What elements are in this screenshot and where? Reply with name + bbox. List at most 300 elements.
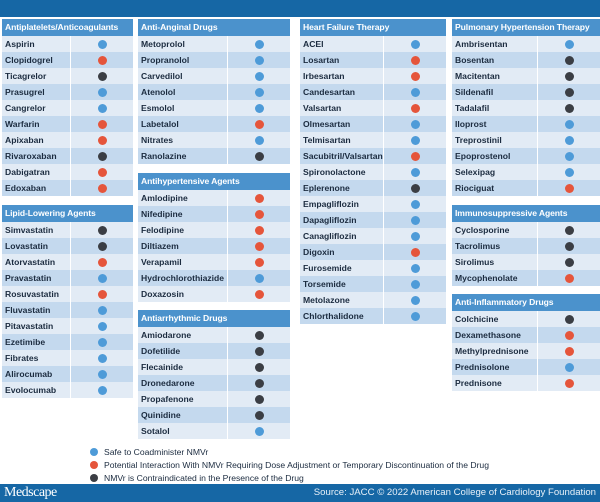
- interaction-dot-icon: [255, 242, 264, 251]
- drug-row: [300, 276, 446, 292]
- status-cell: [228, 238, 290, 254]
- status-cell: [384, 292, 446, 308]
- drug-row: [138, 423, 290, 439]
- drug-row: [452, 68, 600, 84]
- status-cell: [228, 116, 290, 132]
- status-cell: [71, 68, 133, 84]
- drug-name: Telmisartan: [300, 132, 384, 148]
- status-cell: [228, 68, 290, 84]
- safe-dot-icon: [411, 280, 420, 289]
- safe-dot-icon: [565, 363, 574, 372]
- status-cell: [71, 334, 133, 350]
- drug-row: [2, 366, 133, 382]
- drug-row: [138, 343, 290, 359]
- section-header: Anti-Anginal Drugs: [138, 19, 290, 36]
- status-cell: [228, 36, 290, 52]
- drug-name: Sirolimus: [452, 254, 538, 270]
- drug-row: [300, 116, 446, 132]
- contraindicated-dot-icon: [565, 56, 574, 65]
- medscape-logo: Medscape: [4, 485, 57, 500]
- status-cell: [538, 254, 600, 270]
- drug-row: [138, 148, 290, 164]
- drug-row: [2, 238, 133, 254]
- drug-name: Evolocumab: [2, 382, 71, 398]
- drug-name: Cangrelor: [2, 100, 71, 116]
- drug-name: Diltiazem: [138, 238, 228, 254]
- drug-name: Flecainide: [138, 359, 228, 375]
- safe-dot-icon: [98, 386, 107, 395]
- dark-dot-icon: [90, 474, 98, 482]
- drug-row: [452, 222, 600, 238]
- drug-name: Colchicine: [452, 311, 538, 327]
- safe-dot-icon: [411, 88, 420, 97]
- drug-name: Dabigatran: [2, 164, 71, 180]
- status-cell: [228, 100, 290, 116]
- safe-dot-icon: [255, 136, 264, 145]
- status-cell: [538, 52, 600, 68]
- status-cell: [228, 286, 290, 302]
- status-cell: [538, 270, 600, 286]
- drug-name: Prasugrel: [2, 84, 71, 100]
- legend-label: Potential Interaction With NMVr Requiring Dose Adjustment or Temporary Discontinuation of the Drug: [104, 459, 489, 470]
- drug-row: [138, 327, 290, 343]
- safe-dot-icon: [255, 427, 264, 436]
- status-cell: [384, 196, 446, 212]
- safe-dot-icon: [411, 216, 420, 225]
- drug-name: Furosemide: [300, 260, 384, 276]
- drug-row: [300, 308, 446, 324]
- drug-row: [138, 100, 290, 116]
- drug-name: Pravastatin: [2, 270, 71, 286]
- status-cell: [71, 222, 133, 238]
- drug-row: [300, 244, 446, 260]
- section-header: Anti-Inflammatory Drugs: [452, 294, 600, 311]
- drug-section: [138, 310, 290, 439]
- drug-section: [2, 205, 133, 398]
- interaction-dot-icon: [98, 184, 107, 193]
- contraindicated-dot-icon: [565, 72, 574, 81]
- section-rows: [452, 36, 600, 196]
- status-cell: [538, 68, 600, 84]
- drug-name: Spironolactone: [300, 164, 384, 180]
- safe-dot-icon: [565, 120, 574, 129]
- drug-row: [452, 327, 600, 343]
- safe-dot-icon: [255, 88, 264, 97]
- drug-row: [2, 318, 133, 334]
- interaction-dot-icon: [255, 210, 264, 219]
- status-cell: [228, 359, 290, 375]
- drug-name: Nitrates: [138, 132, 228, 148]
- section-rows: [452, 222, 600, 286]
- status-cell: [228, 84, 290, 100]
- drug-name: Amiodarone: [138, 327, 228, 343]
- safe-dot-icon: [411, 120, 420, 129]
- drug-name: ACEI: [300, 36, 384, 52]
- drug-name: Doxazosin: [138, 286, 228, 302]
- drug-row: [300, 196, 446, 212]
- safe-dot-icon: [565, 136, 574, 145]
- status-cell: [228, 148, 290, 164]
- drug-row: [452, 116, 600, 132]
- status-cell: [538, 180, 600, 196]
- status-cell: [384, 84, 446, 100]
- safe-dot-icon: [255, 56, 264, 65]
- drug-name: Eplerenone: [300, 180, 384, 196]
- drug-row: [2, 52, 133, 68]
- status-cell: [384, 52, 446, 68]
- status-cell: [538, 238, 600, 254]
- safe-dot-icon: [411, 168, 420, 177]
- drug-name: Prednisone: [452, 375, 538, 391]
- status-cell: [538, 343, 600, 359]
- status-cell: [384, 148, 446, 164]
- safe-dot-icon: [411, 296, 420, 305]
- drug-section: [452, 19, 600, 196]
- status-cell: [538, 222, 600, 238]
- status-cell: [538, 84, 600, 100]
- drug-row: [138, 68, 290, 84]
- safe-dot-icon: [565, 152, 574, 161]
- status-cell: [384, 180, 446, 196]
- contraindicated-dot-icon: [255, 379, 264, 388]
- status-cell: [228, 270, 290, 286]
- drug-row: [452, 132, 600, 148]
- source-credit: Source: JACC © 2022 American College of Cardiology Foundation: [313, 487, 596, 498]
- section-header: Pulmonary Hypertension Therapy: [452, 19, 600, 36]
- drug-name: Sacubitril/Valsartan: [300, 148, 384, 164]
- status-cell: [228, 407, 290, 423]
- drug-name: Dofetilide: [138, 343, 228, 359]
- drug-row: [300, 84, 446, 100]
- status-cell: [71, 164, 133, 180]
- drug-name: Alirocumab: [2, 366, 71, 382]
- drug-row: [138, 222, 290, 238]
- safe-dot-icon: [98, 370, 107, 379]
- section-rows: [138, 36, 290, 164]
- drug-row: [300, 132, 446, 148]
- drug-name: Apixaban: [2, 132, 71, 148]
- legend-item-contraindicated: [90, 471, 489, 484]
- interaction-dot-icon: [98, 290, 107, 299]
- status-cell: [228, 52, 290, 68]
- status-cell: [384, 132, 446, 148]
- status-cell: [384, 164, 446, 180]
- drug-row: [300, 164, 446, 180]
- drug-name: Bosentan: [452, 52, 538, 68]
- drug-row: [138, 286, 290, 302]
- contraindicated-dot-icon: [565, 258, 574, 267]
- drug-name: Nifedipine: [138, 206, 228, 222]
- safe-dot-icon: [565, 40, 574, 49]
- drug-row: [300, 148, 446, 164]
- drug-name: Valsartan: [300, 100, 384, 116]
- drug-row: [138, 84, 290, 100]
- interaction-dot-icon: [411, 72, 420, 81]
- section-header: Antiarrhythmic Drugs: [138, 310, 290, 327]
- safe-dot-icon: [411, 312, 420, 321]
- status-cell: [71, 52, 133, 68]
- contraindicated-dot-icon: [255, 331, 264, 340]
- drug-name: Sotalol: [138, 423, 228, 439]
- safe-dot-icon: [255, 72, 264, 81]
- safe-dot-icon: [98, 322, 107, 331]
- drug-name: Epoprostenol: [452, 148, 538, 164]
- drug-row: [452, 180, 600, 196]
- section-rows: [138, 327, 290, 439]
- drug-row: [2, 36, 133, 52]
- drug-row: [2, 116, 133, 132]
- status-cell: [538, 36, 600, 52]
- status-cell: [228, 132, 290, 148]
- drug-name: Sildenafil: [452, 84, 538, 100]
- safe-dot-icon: [98, 88, 107, 97]
- status-cell: [71, 180, 133, 196]
- drug-row: [300, 100, 446, 116]
- drug-name: Lovastatin: [2, 238, 71, 254]
- legend-label: Safe to Coadminister NMVr: [104, 446, 209, 457]
- section-rows: [452, 311, 600, 391]
- contraindicated-dot-icon: [98, 72, 107, 81]
- drug-name: Warfarin: [2, 116, 71, 132]
- drug-name: Mycophenolate: [452, 270, 538, 286]
- drug-name: Canagliflozin: [300, 228, 384, 244]
- contraindicated-dot-icon: [255, 363, 264, 372]
- drug-row: [452, 254, 600, 270]
- top-banner: [0, 0, 600, 17]
- safe-dot-icon: [98, 354, 107, 363]
- footer: [0, 484, 600, 502]
- status-cell: [228, 222, 290, 238]
- status-cell: [71, 100, 133, 116]
- drug-name: Tadalafil: [452, 100, 538, 116]
- contraindicated-dot-icon: [98, 242, 107, 251]
- drug-row: [300, 180, 446, 196]
- status-cell: [228, 391, 290, 407]
- drug-name: Fluvastatin: [2, 302, 71, 318]
- drug-name: Quinidine: [138, 407, 228, 423]
- drug-row: [138, 206, 290, 222]
- safe-dot-icon: [411, 232, 420, 241]
- status-cell: [538, 132, 600, 148]
- safe-dot-icon: [255, 104, 264, 113]
- safe-dot-icon: [565, 168, 574, 177]
- drug-row: [452, 148, 600, 164]
- interaction-dot-icon: [98, 56, 107, 65]
- interaction-dot-icon: [411, 56, 420, 65]
- section-rows: [138, 190, 290, 302]
- interaction-dot-icon: [565, 184, 574, 193]
- interaction-dot-icon: [255, 290, 264, 299]
- drug-row: [300, 52, 446, 68]
- drug-name: Clopidogrel: [2, 52, 71, 68]
- drug-row: [2, 334, 133, 350]
- safe-dot-icon: [255, 274, 264, 283]
- drug-name: Pitavastatin: [2, 318, 71, 334]
- drug-row: [452, 359, 600, 375]
- safe-dot-icon: [98, 338, 107, 347]
- interaction-dot-icon: [98, 136, 107, 145]
- drug-name: Losartan: [300, 52, 384, 68]
- drug-row: [138, 391, 290, 407]
- status-cell: [384, 68, 446, 84]
- status-cell: [71, 382, 133, 398]
- drug-name: Rivaroxaban: [2, 148, 71, 164]
- drug-section: [452, 294, 600, 391]
- section-rows: [2, 222, 133, 398]
- contraindicated-dot-icon: [565, 88, 574, 97]
- legend-label: NMVr is Contraindicated in the Presence of the Drug: [104, 472, 304, 483]
- interaction-dot-icon: [98, 258, 107, 267]
- drug-name: Chlorthalidone: [300, 308, 384, 324]
- drug-row: [300, 36, 446, 52]
- drug-row: [452, 343, 600, 359]
- status-cell: [71, 84, 133, 100]
- drug-name: Torsemide: [300, 276, 384, 292]
- status-cell: [228, 423, 290, 439]
- drug-row: [300, 228, 446, 244]
- drug-name: Dexamethasone: [452, 327, 538, 343]
- drug-row: [300, 68, 446, 84]
- status-cell: [384, 228, 446, 244]
- safe-dot-icon: [411, 40, 420, 49]
- drug-row: [138, 407, 290, 423]
- drug-name: Atenolol: [138, 84, 228, 100]
- drug-row: [2, 222, 133, 238]
- drug-name: Rosuvastatin: [2, 286, 71, 302]
- drug-section: [138, 19, 290, 164]
- drug-name: Treprostinil: [452, 132, 538, 148]
- drug-row: [138, 132, 290, 148]
- drug-name: Metolazone: [300, 292, 384, 308]
- drug-name: Fibrates: [2, 350, 71, 366]
- status-cell: [384, 260, 446, 276]
- drug-name: Iloprost: [452, 116, 538, 132]
- drug-section: [138, 173, 290, 302]
- section-rows: [300, 36, 446, 324]
- interaction-dot-icon: [411, 152, 420, 161]
- status-cell: [71, 254, 133, 270]
- status-cell: [384, 36, 446, 52]
- interaction-dot-icon: [565, 379, 574, 388]
- drug-name: Empagliflozin: [300, 196, 384, 212]
- section-header: Lipid-Lowering Agents: [2, 205, 133, 222]
- drug-name: Propranolol: [138, 52, 228, 68]
- status-cell: [538, 327, 600, 343]
- contraindicated-dot-icon: [255, 411, 264, 420]
- drug-name: Ambrisentan: [452, 36, 538, 52]
- interaction-dot-icon: [565, 347, 574, 356]
- contraindicated-dot-icon: [565, 315, 574, 324]
- drug-name: Verapamil: [138, 254, 228, 270]
- section-rows: [2, 36, 133, 196]
- drug-row: [138, 52, 290, 68]
- status-cell: [538, 311, 600, 327]
- drug-name: Labetalol: [138, 116, 228, 132]
- safe-dot-icon: [411, 264, 420, 273]
- status-cell: [71, 132, 133, 148]
- drug-row: [452, 52, 600, 68]
- status-cell: [71, 350, 133, 366]
- drug-row: [2, 68, 133, 84]
- drug-row: [2, 180, 133, 196]
- status-cell: [538, 375, 600, 391]
- status-cell: [71, 116, 133, 132]
- status-cell: [384, 100, 446, 116]
- contraindicated-dot-icon: [565, 104, 574, 113]
- drug-name: Felodipine: [138, 222, 228, 238]
- section-header: Antihypertensive Agents: [138, 173, 290, 190]
- drug-row: [138, 254, 290, 270]
- status-cell: [228, 254, 290, 270]
- drug-row: [138, 238, 290, 254]
- drug-name: Cyclosporine: [452, 222, 538, 238]
- drug-row: [138, 359, 290, 375]
- drug-name: Prednisolone: [452, 359, 538, 375]
- interaction-dot-icon: [255, 194, 264, 203]
- status-cell: [538, 100, 600, 116]
- drug-name: Aspirin: [2, 36, 71, 52]
- drug-row: [2, 286, 133, 302]
- safe-dot-icon: [98, 104, 107, 113]
- status-cell: [71, 270, 133, 286]
- drug-row: [138, 116, 290, 132]
- blue-dot-icon: [90, 448, 98, 456]
- interaction-dot-icon: [255, 120, 264, 129]
- drug-row: [300, 260, 446, 276]
- drug-row: [2, 132, 133, 148]
- drug-name: Methylprednisone: [452, 343, 538, 359]
- drug-name: Dronedarone: [138, 375, 228, 391]
- drug-name: Digoxin: [300, 244, 384, 260]
- interaction-dot-icon: [98, 120, 107, 129]
- drug-name: Atorvastatin: [2, 254, 71, 270]
- status-cell: [71, 36, 133, 52]
- status-cell: [538, 116, 600, 132]
- section-header: Immunosuppressive Agents: [452, 205, 600, 222]
- drug-row: [2, 254, 133, 270]
- drug-name: Amlodipine: [138, 190, 228, 206]
- contraindicated-dot-icon: [565, 226, 574, 235]
- status-cell: [228, 206, 290, 222]
- legend-item-interaction: [90, 458, 489, 471]
- status-cell: [384, 308, 446, 324]
- contraindicated-dot-icon: [255, 395, 264, 404]
- section-header: Heart Failure Therapy: [300, 19, 446, 36]
- safe-dot-icon: [98, 40, 107, 49]
- drug-row: [452, 164, 600, 180]
- safe-dot-icon: [411, 200, 420, 209]
- status-cell: [228, 343, 290, 359]
- drug-name: Riociguat: [452, 180, 538, 196]
- status-cell: [228, 375, 290, 391]
- drug-row: [452, 270, 600, 286]
- status-cell: [71, 238, 133, 254]
- status-cell: [384, 212, 446, 228]
- status-cell: [228, 190, 290, 206]
- drug-name: Tacrolimus: [452, 238, 538, 254]
- safe-dot-icon: [255, 40, 264, 49]
- drug-name: Ezetimibe: [2, 334, 71, 350]
- drug-name: Esmolol: [138, 100, 228, 116]
- interaction-dot-icon: [98, 168, 107, 177]
- drug-row: [452, 375, 600, 391]
- status-cell: [228, 327, 290, 343]
- contraindicated-dot-icon: [98, 226, 107, 235]
- contraindicated-dot-icon: [255, 152, 264, 161]
- drug-row: [138, 190, 290, 206]
- contraindicated-dot-icon: [411, 184, 420, 193]
- contraindicated-dot-icon: [98, 152, 107, 161]
